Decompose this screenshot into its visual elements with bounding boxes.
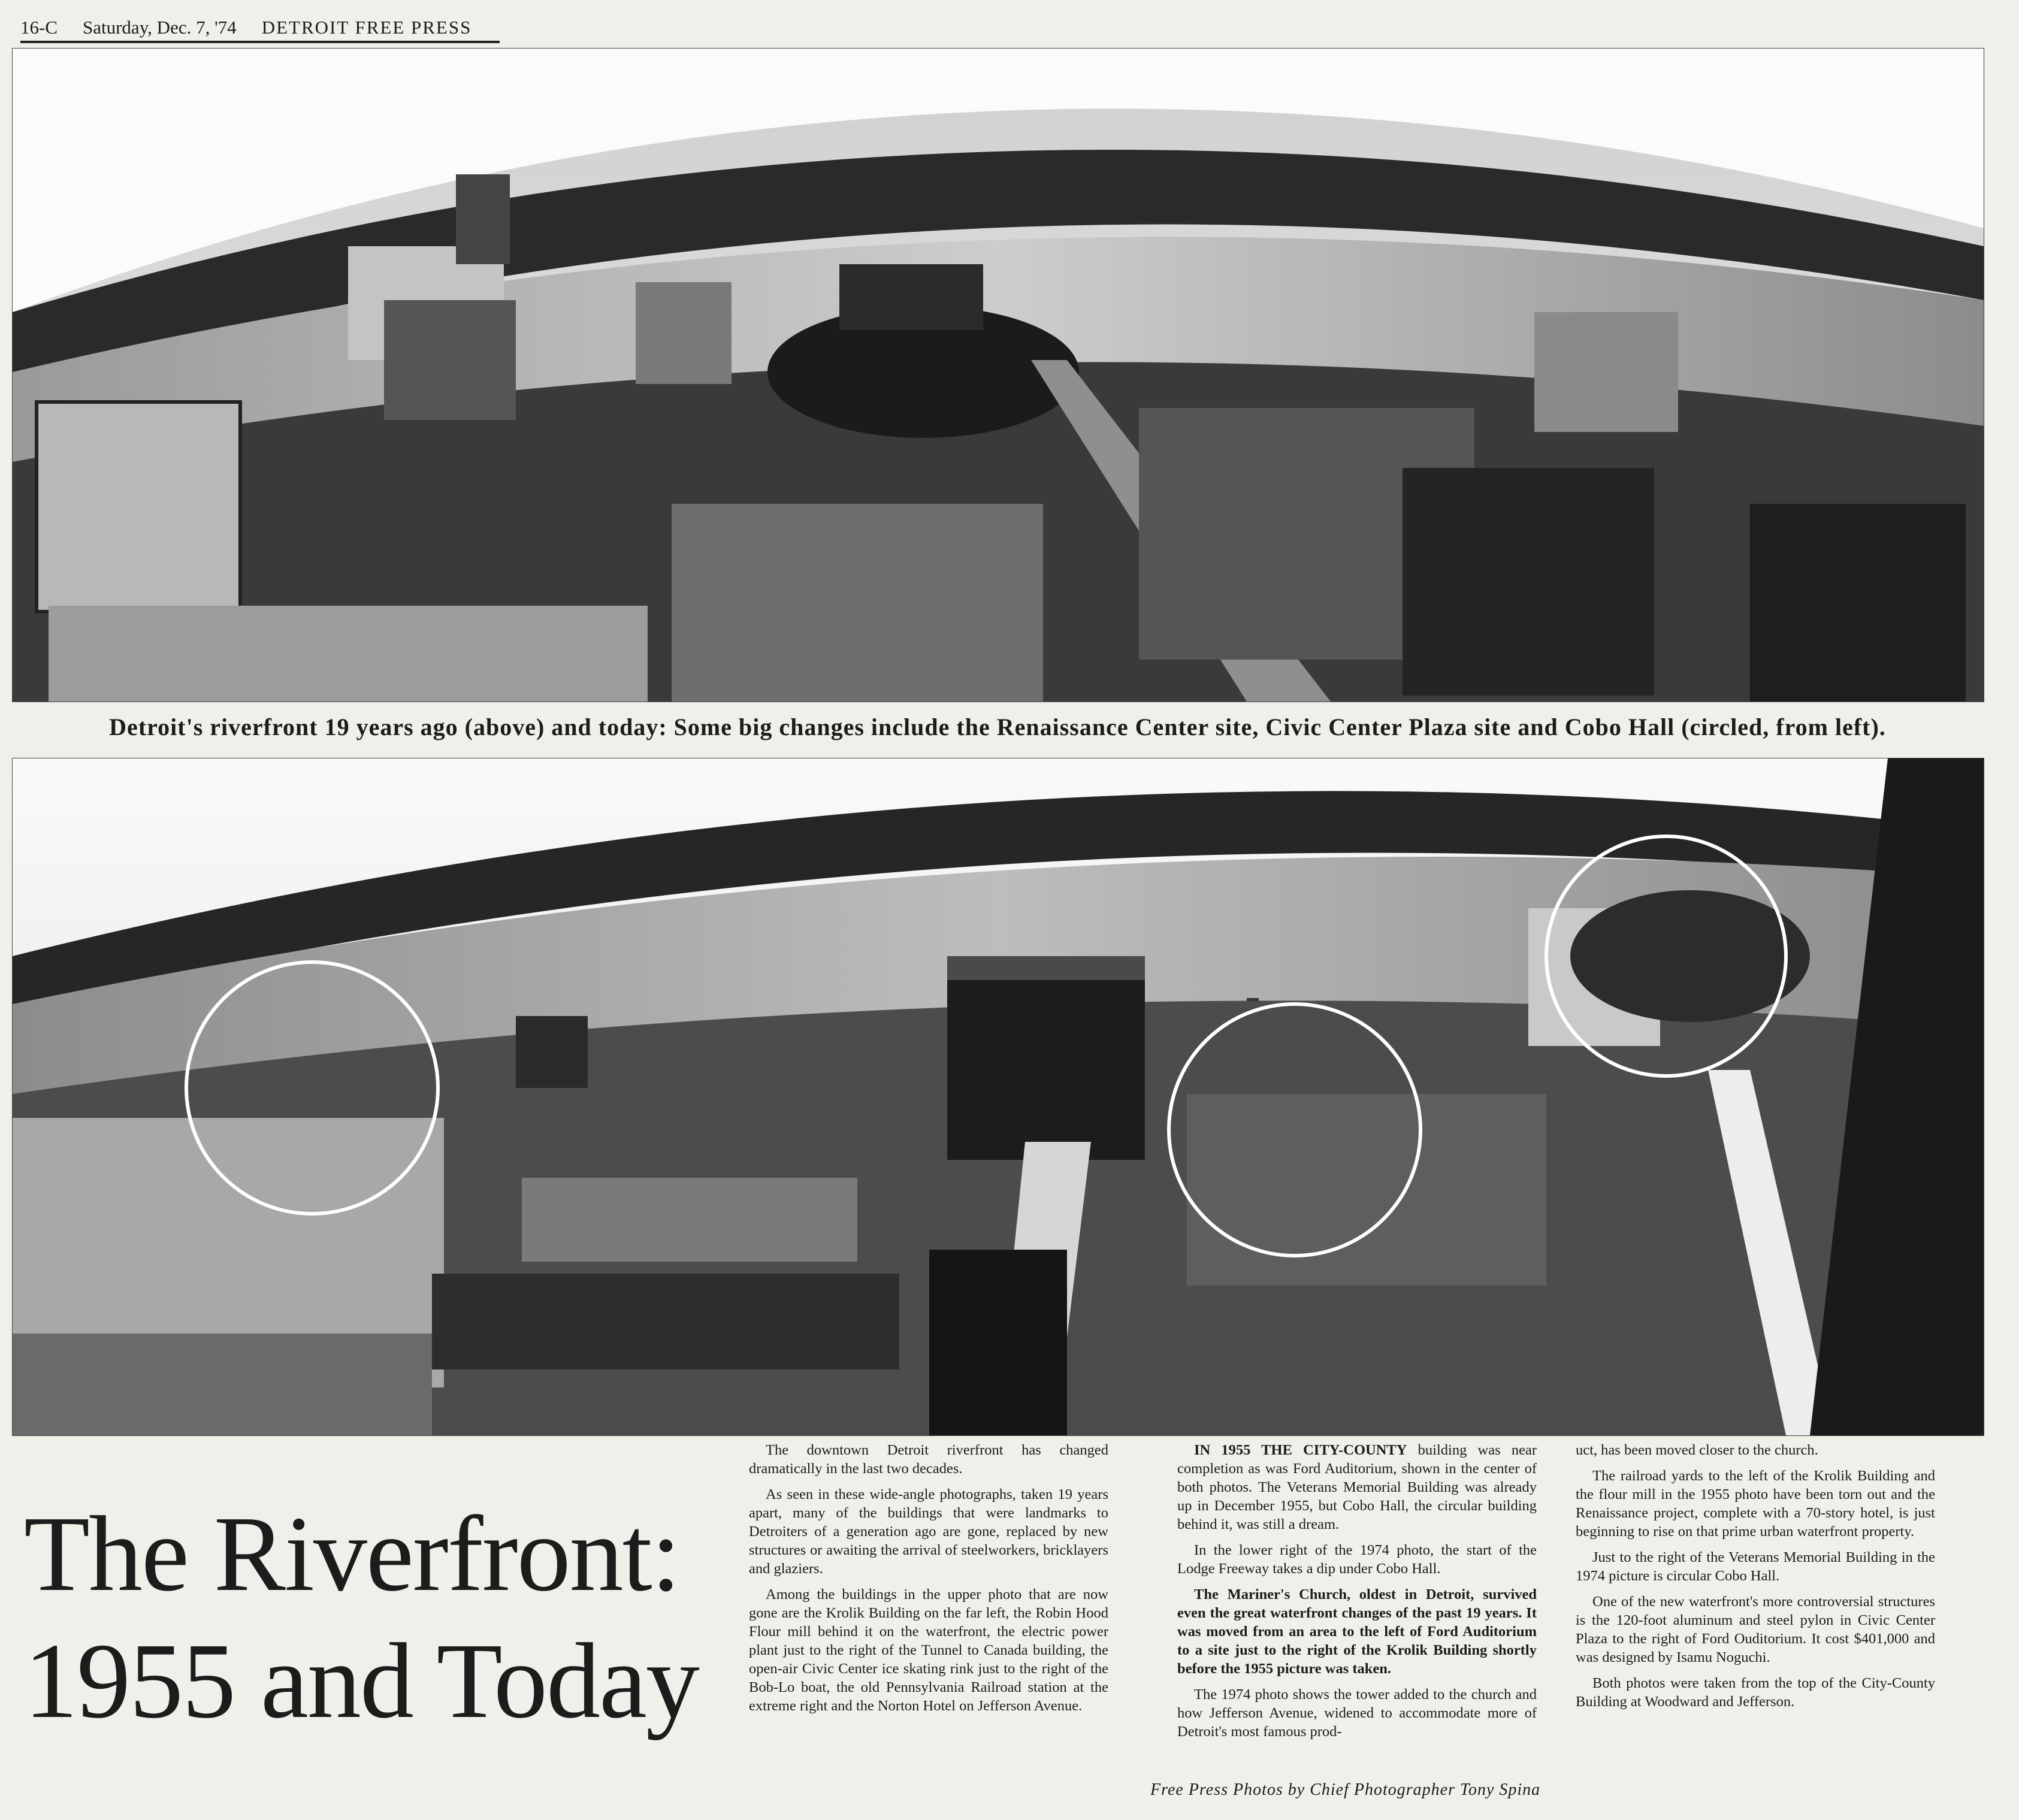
photo-1955-image: [13, 49, 1984, 702]
article-column-3: [1576, 1441, 1935, 1718]
headline-line-1: The Riverfront:: [24, 1494, 680, 1613]
newspaper-name: DETROIT FREE PRESS: [261, 17, 472, 38]
col3-paragraph-2: The railroad yards to the left of the Krolik Building and the flour mill in the 1955 photo have been torn out and the Renaissance project, complete with a 70-story hotel, is just beginning to rise on that prime urban waterfront property.: [1576, 1468, 1935, 1540]
col2-paragraph-1: [1177, 1441, 1537, 1534]
photo-caption: Detroit's riverfront 19 years ago (above) and today: Some big changes include the Renaissance Center site, Civic Center Plaza site and Cobo Hall (circled, from left).: [109, 713, 1886, 740]
col2-paragraph-3: The Mariner's Church, oldest in Detroit, survived even the great waterfront changes of the past 19 years. It was moved from an area to the left of Ford Auditorium to a site just to the right of the Krolik Building shortly before the 1955 picture was taken.: [1177, 1586, 1537, 1677]
col2-paragraph-2: In the lower right of the 1974 photo, the start of the Lodge Freeway takes a dip under Cobo Hall.: [1177, 1542, 1537, 1577]
headline-line-2: 1955 and Today: [24, 1621, 699, 1740]
photo-credit: Free Press Photos by Chief Photographer Tony Spina: [1150, 1780, 1541, 1799]
col2-lead-rest: building was near completion as was Ford Auditorium, shown in the center of both photos. The Veterans Memorial Building was already up in December 1955, but Cobo Hall, the circular building behind it, was still a dream.: [1177, 1442, 1537, 1532]
col1-paragraph-2: As seen in these wide-angle photographs, taken 19 years apart, many of the buildings that were landmarks to Detroiters of a generation ago are gone, replaced by new structures or awaiting the arrival of steelworkers, bricklayers and glaziers.: [749, 1486, 1108, 1577]
col3-paragraph-1: uct, has been moved closer to the church.: [1576, 1442, 1818, 1458]
col1-paragraph-1: The downtown Detroit riverfront has changed dramatically in the last two decades.: [749, 1442, 1108, 1477]
col3-paragraph-3: Just to the right of the Veterans Memorial Building in the 1974 picture is circular Cobo Hall.: [1576, 1549, 1935, 1584]
photo-1955: [12, 48, 1984, 702]
col2-paragraph-4: The 1974 photo shows the tower added to the church and how Jefferson Avenue, widened to accommodate more of Detroit's most famous prod-: [1177, 1686, 1537, 1740]
article-column-1: [749, 1441, 1108, 1722]
article-column-2: [1177, 1441, 1537, 1748]
photo-1974-image: [13, 758, 1984, 1435]
col2-lead-bold: IN 1955 THE CITY-COUNTY: [1194, 1442, 1407, 1458]
issue-date: Saturday, Dec. 7, '74: [83, 17, 237, 38]
page-number: 16-C: [20, 17, 58, 38]
col1-paragraph-3: Among the buildings in the upper photo that are now gone are the Krolik Building on the far left, the Robin Hood Flour mill behind it on the waterfront, the electric power plant just to the right of the Tunnel to Canada building, the open-air Civic Center ice skating rink just to the right of the Bob-Lo boat, the old Pennsylvania Railroad station at the extreme right and the Norton Hotel on Jefferson Avenue.: [749, 1586, 1108, 1714]
col3-paragraph-5: Both photos were taken from the top of the City-County Building at Woodward and Jefferson.: [1576, 1675, 1935, 1710]
headline: [24, 1491, 749, 1745]
col3-paragraph-4: One of the new waterfront's more controversial structures is the 120-foot aluminum and steel pylon in Civic Center Plaza to the right of Ford Ouditorium. It cost $401,000 and was designed by Isamu Noguchi.: [1576, 1594, 1935, 1665]
masthead: [20, 16, 500, 43]
photo-1974: [12, 758, 1984, 1436]
